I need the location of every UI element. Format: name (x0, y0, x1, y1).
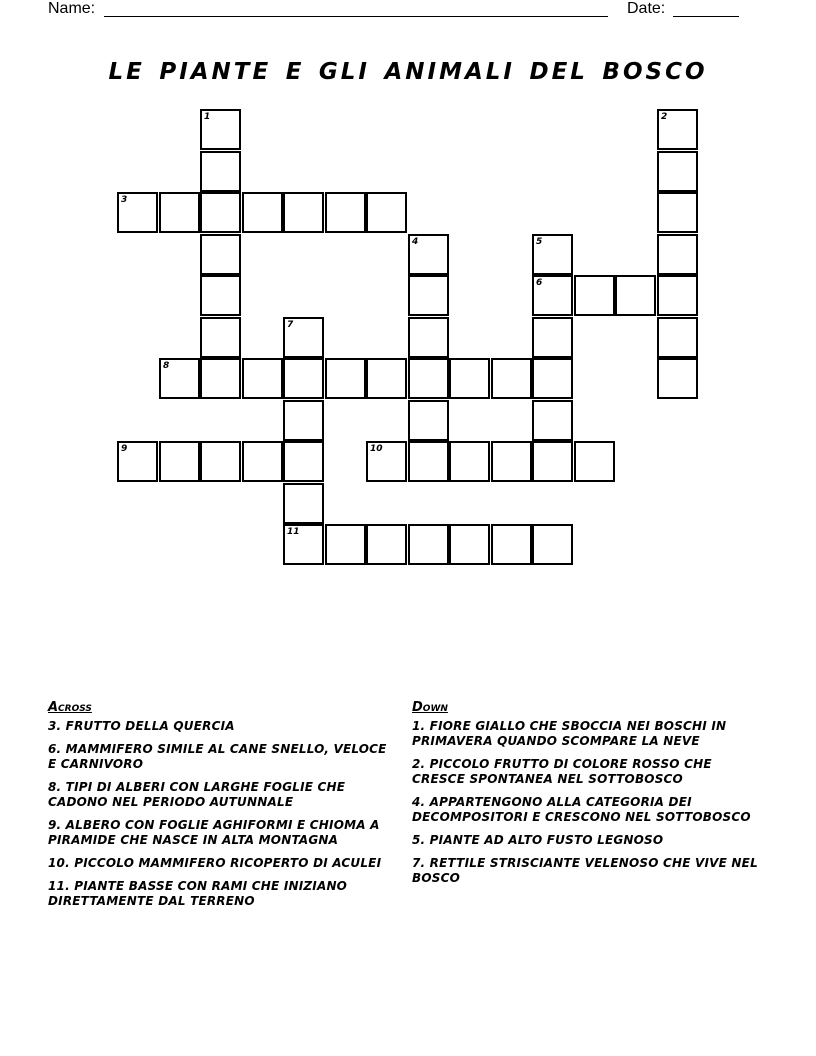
grid-cell[interactable] (408, 524, 449, 565)
grid-cell[interactable] (200, 441, 241, 482)
grid-cell[interactable] (657, 192, 698, 233)
grid-cell[interactable] (325, 358, 366, 399)
grid-cell[interactable] (366, 524, 407, 565)
grid-cell[interactable] (366, 358, 407, 399)
grid-cell[interactable] (532, 441, 573, 482)
grid-cell[interactable] (657, 109, 698, 150)
cell-number: 10 (370, 444, 383, 454)
grid-cell[interactable] (117, 441, 158, 482)
grid-cell[interactable] (283, 192, 324, 233)
grid-cell[interactable] (283, 317, 324, 358)
grid-cell[interactable] (283, 441, 324, 482)
grid-cell[interactable] (408, 275, 449, 316)
grid-cell[interactable] (574, 441, 615, 482)
grid-cell[interactable] (532, 275, 573, 316)
cell-number: 9 (121, 444, 128, 454)
grid-cell[interactable] (408, 317, 449, 358)
cell-number: 7 (287, 320, 294, 330)
grid-cell[interactable] (657, 275, 698, 316)
grid-cell[interactable] (200, 275, 241, 316)
grid-cell[interactable] (449, 524, 490, 565)
grid-cell[interactable] (325, 192, 366, 233)
cell-number: 8 (163, 361, 170, 371)
grid-cell[interactable] (449, 441, 490, 482)
grid-cell[interactable] (283, 400, 324, 441)
grid-cell[interactable] (283, 483, 324, 524)
grid-cell[interactable] (159, 441, 200, 482)
grid-cell[interactable] (242, 441, 283, 482)
down-heading: Down (412, 700, 448, 715)
date-label: Date: (627, 0, 666, 17)
grid-cell[interactable] (491, 441, 532, 482)
grid-cell[interactable] (532, 524, 573, 565)
grid-cell[interactable] (200, 317, 241, 358)
name-label: Name: (48, 0, 96, 17)
grid-cell[interactable] (200, 234, 241, 275)
down-clue-2: 2. PICCOLO FRUTTO DI COLORE ROSSO CHE CRESCE SPONTANEA NEL SOTTOBOSCO (412, 757, 712, 786)
grid-cell[interactable] (532, 317, 573, 358)
page-title-text: le piante e gli animali del bosco (108, 48, 708, 87)
grid-cell[interactable] (574, 275, 615, 316)
grid-cell[interactable] (532, 400, 573, 441)
grid-cell[interactable] (408, 234, 449, 275)
grid-cell[interactable] (491, 358, 532, 399)
across-clue-6: 6. MAMMIFERO SIMILE AL CANE SNELLO, VELOCE E CARNIVORO (48, 742, 387, 771)
cell-number: 2 (661, 112, 668, 122)
grid-cell[interactable] (159, 192, 200, 233)
across-clue-10: 10. PICCOLO MAMMIFERO RICOPERTO DI ACULEI (48, 856, 382, 870)
grid-cell[interactable] (366, 192, 407, 233)
cell-number: 11 (287, 527, 300, 537)
grid-cell[interactable] (242, 358, 283, 399)
cell-number: 4 (412, 237, 419, 247)
down-clue-1: 1. FIORE GIALLO CHE SBOCCIA NEI BOSCHI IN PRIMAVERA QUANDO SCOMPARE LA NEVE (412, 719, 727, 748)
grid-cell[interactable] (491, 524, 532, 565)
across-clues (48, 700, 396, 917)
down-clues (412, 700, 768, 894)
grid-cell[interactable] (657, 358, 698, 399)
grid-cell[interactable] (200, 192, 241, 233)
across-clue-8: 8. TIPI DI ALBERI CON LARGHE FOGLIE CHE CADONO NEL PERIODO AUTUNNALE (48, 780, 346, 809)
grid-cell[interactable] (408, 441, 449, 482)
grid-cell[interactable] (532, 358, 573, 399)
across-clue-9: 9. ALBERO CON FOGLIE AGHIFORMI E CHIOMA A PIRAMIDE CHE NASCE IN ALTA MONTAGNA (48, 818, 380, 847)
grid-cell[interactable] (283, 524, 324, 565)
cell-number: 6 (536, 278, 543, 288)
grid-cell[interactable] (200, 151, 241, 192)
grid-cell[interactable] (200, 109, 241, 150)
grid-cell[interactable] (657, 234, 698, 275)
grid-cell[interactable] (657, 317, 698, 358)
down-clue-5: 5. PIANTE AD ALTO FUSTO LEGNOSO (412, 833, 664, 847)
grid-cell[interactable] (159, 358, 200, 399)
cell-number: 3 (121, 195, 128, 205)
grid-cell[interactable] (615, 275, 656, 316)
grid-cell[interactable] (408, 400, 449, 441)
grid-cell[interactable] (200, 358, 241, 399)
down-clue-7: 7. RETTILE STRISCIANTE VELENOSO CHE VIVE NEL BOSCO (412, 856, 758, 885)
grid-cell[interactable] (325, 524, 366, 565)
cell-number: 1 (204, 112, 211, 122)
grid-cell[interactable] (449, 358, 490, 399)
across-clue-11: 11. PIANTE BASSE CON RAMI CHE INIZIANO DIRETTAMENTE DAL TERRENO (48, 879, 348, 908)
grid-cell[interactable] (242, 192, 283, 233)
across-clue-3: 3. FRUTTO DELLA QUERCIA (48, 719, 235, 733)
grid-cell[interactable] (366, 441, 407, 482)
grid-cell[interactable] (117, 192, 158, 233)
grid-cell[interactable] (408, 358, 449, 399)
down-clue-4: 4. APPARTENGONO ALLA CATEGORIA DEI DECOMPOSITORI E CRESCONO NEL SOTTOBOSCO (412, 795, 751, 824)
grid-cell[interactable] (657, 151, 698, 192)
across-heading: Across (48, 700, 92, 715)
cell-number: 5 (536, 237, 543, 247)
grid-cell[interactable] (283, 358, 324, 399)
grid-cell[interactable] (532, 234, 573, 275)
